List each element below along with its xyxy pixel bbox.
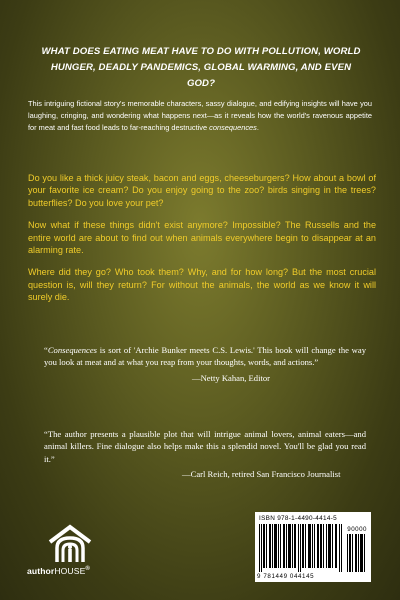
teaser-paragraph: Do you like a thick juicy steak, bacon and eggs, cheeseburgers? How about a bowl of your favorite ice cream? Do you enjoy going to the zoo? birds singing in the trees? butterflies? Do you love your pet? — [28, 173, 376, 208]
barcode-digits: 9 781449 044145 — [257, 573, 315, 580]
teaser-block — [28, 172, 376, 314]
barcode-panel — [255, 512, 371, 582]
intro-end: . — [256, 123, 259, 133]
publisher-name — [27, 566, 90, 576]
quote-text: “The author presents a plausible plot that will intrigue animal lovers, animal eaters—and animal killers. Fine dialogue also helps make this a splendid novel. You'll be glad you read it.” — [44, 429, 366, 464]
intro-text: This intriguing fictional story's memorable characters, sassy dialogue, and edifying insights will have you laughing, cringing, and wondering what happens next—as it reveals how the world's ravenous appetite for meat and fast food leads to far-reaching destructive — [28, 99, 372, 133]
quote-body — [44, 344, 366, 369]
review-quote — [44, 428, 366, 481]
publisher-name-bold: author — [27, 566, 55, 576]
price-code: 90000 — [347, 526, 367, 533]
intro-emphasis: consequences — [209, 123, 257, 133]
headline: WHAT DOES EATING MEAT HAVE TO DO WITH POLLUTION, WORLD HUNGER, DEADLY PANDEMICS, GLOBAL WARMING, AND EVEN GOD? — [41, 46, 361, 89]
quote-body — [44, 428, 366, 465]
quote-attribution: —Carl Reich, retired San Francisco Journalist — [182, 469, 341, 480]
addon-barcode-icon — [347, 534, 367, 572]
quote-text: is sort of 'Archie Bunker meets C.S. Lewis.' This book will change the way you look at meat and at what you reap from your thoughts, words, and actions.” — [44, 345, 366, 368]
intro-paragraph — [28, 98, 372, 135]
registered-mark: ® — [85, 566, 90, 573]
publisher-name-regular: HOUSE — [54, 566, 86, 576]
review-quote — [44, 344, 366, 384]
quote-attribution: —Netty Kahan, Editor — [192, 372, 271, 383]
quote-title: Consequences — [47, 345, 97, 355]
isbn-label: ISBN 978-1-4490-4414-5 — [259, 515, 338, 522]
teaser-paragraph: Now what if these things didn't exist anymore? Impossible? The Russells and the entire world are about to find out when animals everywhere begin to disappear at an alarming rate. — [28, 220, 376, 256]
barcode-icon — [259, 524, 343, 572]
teaser-paragraph: Where did they go? Who took them? Why, and for how long? But the most crucial question is, will they return? For without the animals, the world as we know it will surely die. — [28, 267, 376, 303]
quote-open-mark: “ — [44, 345, 48, 355]
